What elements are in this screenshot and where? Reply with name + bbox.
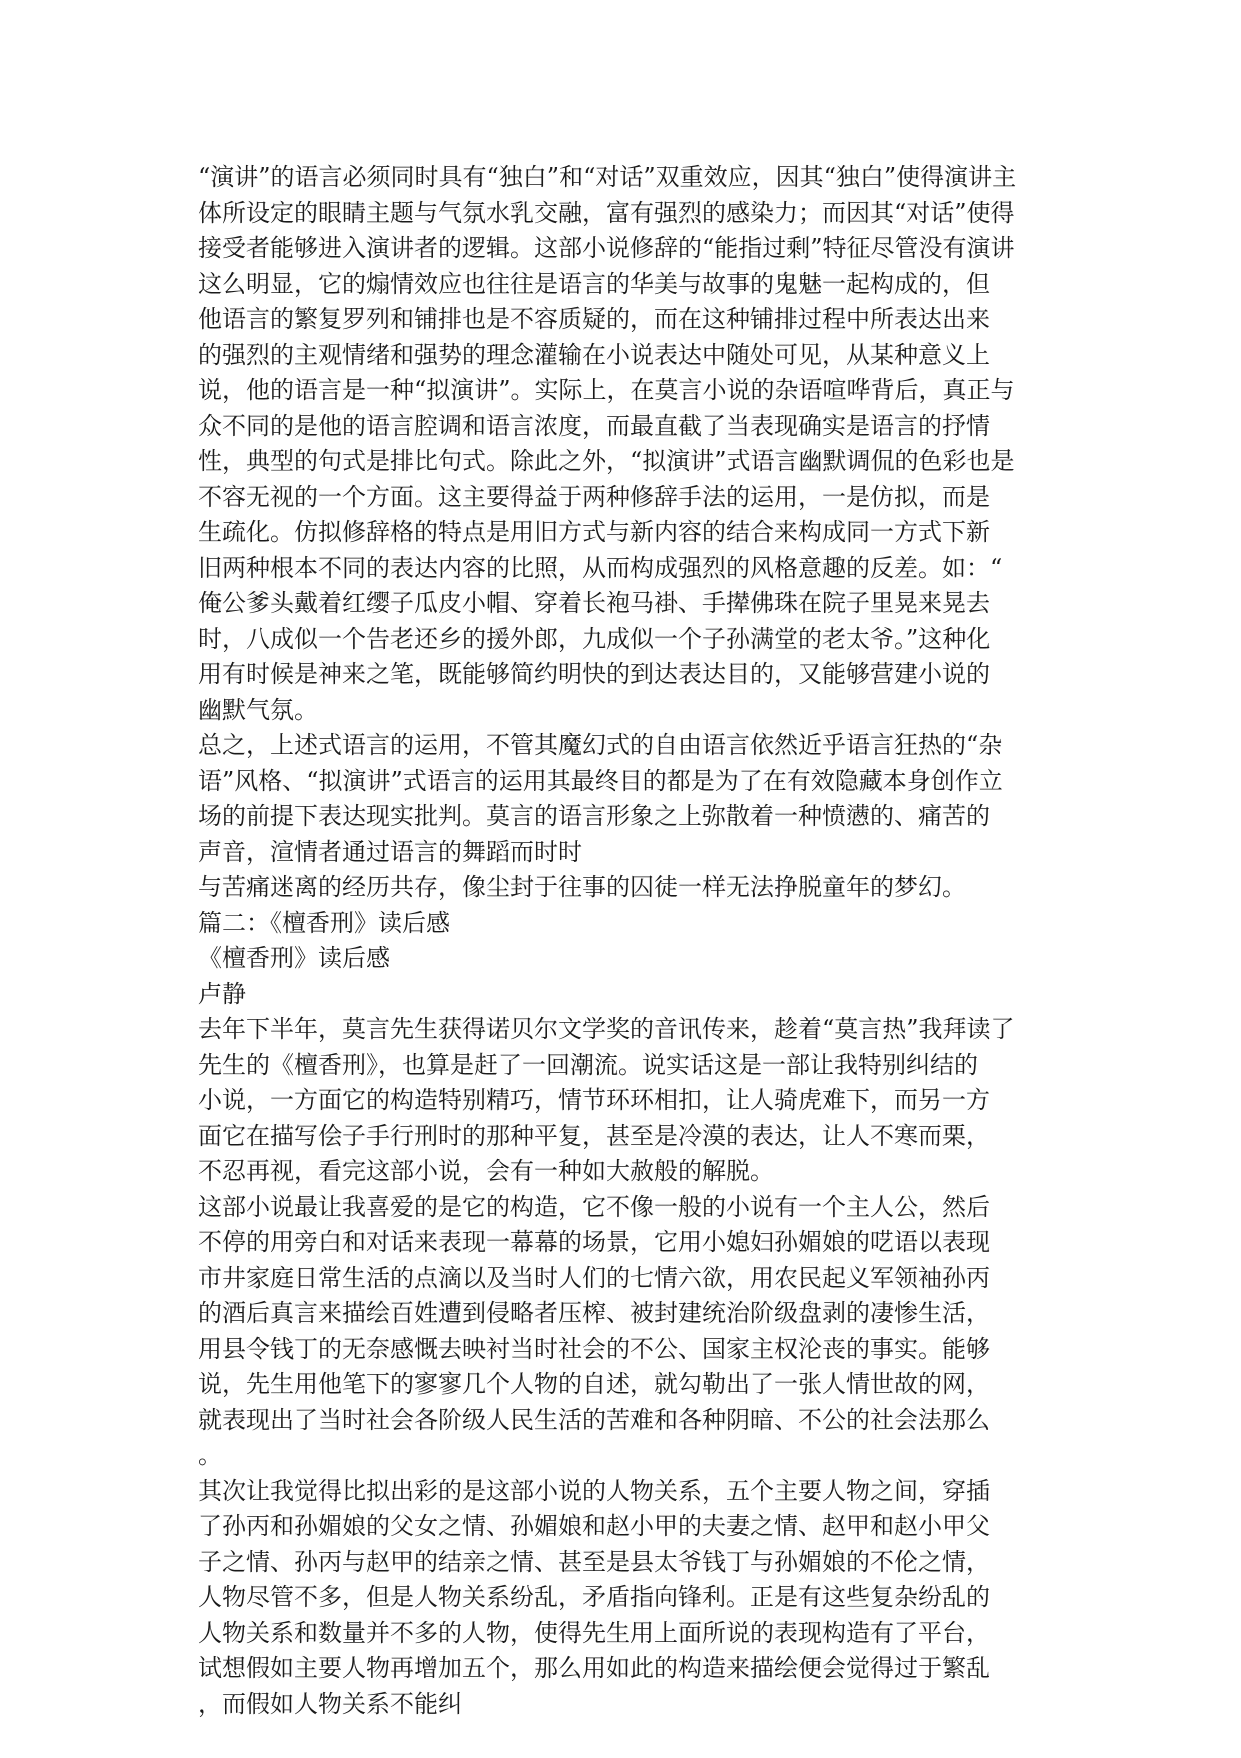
text-line: 用有时候是神来之笔，既能够简约明快的到达表达目的，又能够营建小说的: [198, 660, 990, 688]
text-line: 子之情、孙丙与赵甲的结亲之情、甚至是县太爷钱丁与孙媚娘的不伦之情，: [198, 1547, 990, 1576]
text-line: 说，他的语言是一种“拟演讲”。实际上，在莫言小说的杂语喧哗背后，真正与: [198, 376, 1015, 404]
article-title: 《檀香刑》读后感: [198, 944, 390, 972]
text-line: 说，先生用他笔下的寥寥几个人物的自述，就勾勒出了一张人情世故的网，: [198, 1370, 990, 1398]
text-line: 试想假如主要人物再增加五个，那么用如此的构造来描绘便会觉得过于繁乱: [198, 1654, 990, 1682]
text-line: 就表现出了当时社会各阶级人民生活的苦难和各种阴暗、不公的社会法那么: [198, 1405, 990, 1434]
text-line: 生疏化。仿拟修辞格的特点是用旧方式与新内容的结合来构成同一方式下新: [198, 518, 990, 546]
text-line: 了孙丙和孙媚娘的父女之情、孙媚娘和赵小甲的夫妻之情、赵甲和赵小甲父: [198, 1512, 990, 1540]
text-line: 。: [198, 1441, 222, 1469]
text-line: 人物关系和数量并不多的人物，使得先生用上面所说的表现构造有了平台，: [198, 1618, 990, 1647]
text-line: 这部小说最让我喜爱的是它的构造，它不像一般的小说有一个主人公，然后: [198, 1192, 990, 1221]
text-line: ，而假如人物关系不能纠: [198, 1689, 462, 1718]
text-line: 与苦痛迷离的经历共存，像尘封于往事的囚徒一样无法挣脱童年的梦幻。: [198, 873, 966, 901]
text-line: 面它在描写侩子手行刑时的那种平复，甚至是冷漠的表达，让人不寒而栗，: [198, 1121, 990, 1150]
text-line: 幽默气氛。: [198, 695, 318, 724]
text-line: 的强烈的主观情绪和强势的理念灌输在小说表达中随处可见，从某种意义上: [198, 340, 990, 369]
text-line: 俺公爹头戴着红缨子瓜皮小帽、穿着长袍马褂、手撵佛珠在院子里晃来晃去: [198, 589, 990, 617]
text-line: 时，八成似一个告老还乡的援外郎，九成似一个子孙满堂的老太爷。”这种化: [198, 624, 991, 653]
text-line: 接受者能够进入演讲者的逻辑。这部小说修辞的“能指过剩”特征尽管没有演讲: [198, 234, 1015, 262]
text-line: 性，典型的句式是排比句式。除此之外，“拟演讲”式语言幽默调侃的色彩也是: [198, 447, 1015, 475]
text-line: 这么明显，它的煽情效应也往往是语言的华美与故事的鬼魅一起构成的，但: [198, 269, 990, 298]
text-line: 的酒后真言来描绘百姓遭到侵略者压榨、被封建统治阶级盘剥的凄惨生活，: [198, 1299, 990, 1327]
section-heading: 篇二：《檀香刑》读后感: [198, 908, 450, 937]
text-line: 去年下半年，莫言先生获得诺贝尔文学奖的音讯传来，趁着“莫言热”我拜读了: [198, 1015, 1015, 1043]
text-line: 体所设定的眼睛主题与气氛水乳交融，富有强烈的感染力；而因其“对话”使得: [198, 198, 1015, 227]
text-line: 其次让我觉得比拟出彩的是这部小说的人物关系，五个主要人物之间，穿插: [198, 1476, 990, 1505]
text-line: 众不同的是他的语言腔调和语言浓度，而最直截了当表现确实是语言的抒情: [198, 411, 990, 440]
text-line: 旧两种根本不同的表达内容的比照，从而构成强烈的风格意趣的反差。如：“: [198, 553, 1003, 582]
text-line: 用县令钱丁的无奈感慨去映衬当时社会的不公、国家主权沦丧的事实。能够: [198, 1334, 990, 1363]
text-line: 语”风格、“拟演讲”式语言的运用其最终目的都是为了在有效隐藏本身创作立: [198, 766, 1003, 795]
text-line: 不容无视的一个方面。这主要得益于两种修辞手法的运用，一是仿拟，而是: [198, 482, 990, 511]
text-line: 总之，上述式语言的运用，不管其魔幻式的自由语言依然近乎语言狂热的“杂: [198, 731, 1003, 759]
document-body: [198, 160, 1038, 1758]
text-line: 先生的《檀香刑》，也算是赶了一回潮流。说实话这是一部让我特别纠结的: [198, 1050, 978, 1079]
text-line: 声音，渲情者通过语言的舞蹈而时时: [198, 837, 582, 866]
text-line: 不停的用旁白和对话来表现一幕幕的场景，它用小媳妇孙媚娘的呓语以表现: [198, 1228, 990, 1256]
text-line: 人物尽管不多，但是人物关系纷乱，矛盾指向锋利。正是有这些复杂纷乱的: [198, 1583, 990, 1611]
text-line: 市井家庭日常生活的点滴以及当时人们的七情六欲，用农民起义军领袖孙丙: [198, 1263, 990, 1292]
text-line: 他语言的繁复罗列和铺排也是不容质疑的，而在这种铺排过程中所表达出来: [198, 305, 990, 333]
text-line: 小说，一方面它的构造特别精巧，情节环环相扣，让人骑虎难下，而另一方: [198, 1086, 990, 1114]
author-name: 卢静: [198, 979, 246, 1008]
text-line: 不忍再视，看完这部小说，会有一种如大赦般的解脱。: [198, 1157, 774, 1185]
text-line: 场的前提下表达现实批判。莫言的语言形象之上弥散着一种愤懑的、痛苦的: [198, 802, 990, 830]
text-line: “演讲”的语言必须同时具有“独白”和“对话”双重效应，因其“独白”使得演讲主: [198, 163, 1017, 191]
text-line: [198, 1722, 1038, 1758]
